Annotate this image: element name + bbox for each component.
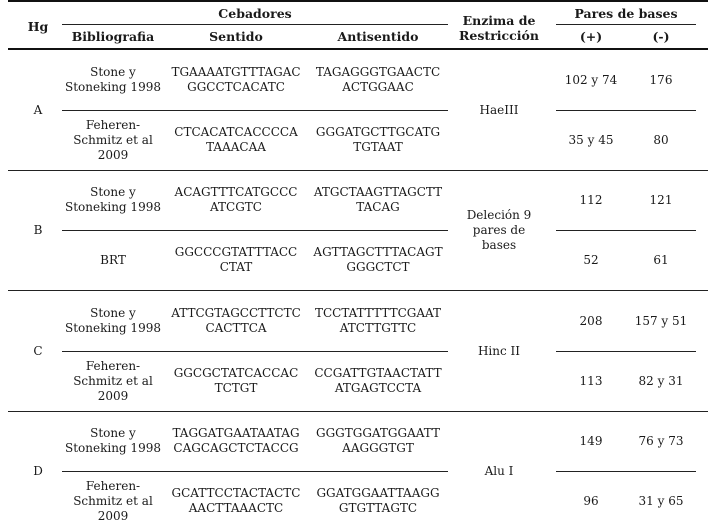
bibliography-cell-line-1: Feheren- [85,479,141,493]
sense-primer-cell-line-1: GGCCCGTATTTACC [174,245,298,259]
header-enzima [448,13,550,43]
antisense-primer-cell [308,125,448,155]
bibliography-cell-line-2: Stoneking 1998 [65,321,161,335]
sense-primer-cell [164,306,308,336]
bibliography-cell-line-1: Stone y [90,306,136,320]
antisense-primer-cell-line-2: ATCTTGTTC [339,321,417,335]
sense-primer-cell-line-2: CAGCAGCTCTACCG [173,441,299,455]
row-divider [62,351,448,352]
row-divider [62,110,448,111]
haplogroup-label: B [33,223,43,237]
bibliography-cell-line-1: Stone y [90,185,136,199]
bp-minus-cell: 157 y 51 [634,314,688,328]
bibliography-cell-line-1: Stone y [90,65,136,79]
antisense-primer-cell-line-1: TCCTATTTTTCGAAT [314,306,442,320]
antisense-primer-cell-line-2: GGGCTCT [346,260,410,274]
row-divider [62,471,448,472]
haplogroup-label: C [33,344,43,358]
bp-minus-cell: 82 y 31 [638,374,684,388]
bibliography-cell-line-3: 2009 [97,148,129,162]
bibliography-cell-line-2: Stoneking 1998 [65,80,161,94]
header-minus: (-) [652,29,670,44]
bibliography-cell [62,306,164,336]
bibliography-cell-line-2: Schmitz et al [73,133,153,147]
sense-primer-cell [164,125,308,155]
bp-minus-cell: 121 [649,193,673,207]
antisense-primer-cell-line-2: ATGAGTCCTA [334,381,422,395]
antisense-primer-cell-line-2: GTGTTAGTC [338,501,418,515]
antisense-primer-cell-line-1: GGGTGGATGGAATT [315,426,441,440]
header-enzima-line-2: Restricción [459,28,539,43]
row-divider [556,110,696,111]
enzyme-cell [448,344,550,359]
sense-primer-cell-line-2: TCTGT [214,381,258,395]
bp-minus-cell: 80 [653,133,669,147]
enzyme-cell-line-1: Deleción 9 [466,208,532,222]
bibliography-cell-line-1: Stone y [90,426,136,440]
header-enzima-line-1: Enzima de [462,13,536,28]
antisense-primer-cell-line-1: GGATGGAATTAAGG [316,486,440,500]
header-plus: (+) [579,29,603,44]
sense-primer-cell-line-1: ACAGTTTCATGCCC [174,185,298,199]
enzyme-cell [448,464,550,479]
antisense-primer-cell-line-1: GGGATGCTTGCATG [315,125,441,139]
row-divider [556,351,696,352]
enzyme-cell [448,103,550,118]
enzyme-cell-line-1: Alu I [484,464,514,478]
bp-plus-cell: 208 [579,314,603,328]
antisense-primer-cell-line-1: CCGATTGTAACTATT [314,366,442,380]
sense-primer-cell [164,366,308,396]
sense-primer-cell [164,65,308,95]
antisense-primer-cell [308,306,448,336]
antisense-primer-cell [308,245,448,275]
cebadores-rule [62,24,448,25]
antisense-primer-cell [308,185,448,215]
bibliography-cell-line-1: Feheren- [85,359,141,373]
antisense-primer-cell [308,426,448,456]
antisense-primer-cell-line-2: TACAG [356,200,400,214]
sense-primer-cell-line-2: CACTTCA [205,321,267,335]
top-rule [8,0,708,2]
bibliography-cell [62,65,164,95]
sense-primer-cell-line-1: TGAAAATGTTTAGAC [171,65,301,79]
row-divider [556,471,696,472]
header-cebadores: Cebadores [218,6,292,21]
bp-minus-cell: 31 y 65 [638,494,684,508]
bp-plus-cell: 52 [583,253,599,267]
header-antisentido: Antisentido [337,29,419,44]
bp-minus-cell: 76 y 73 [638,434,684,448]
bibliography-cell [62,253,164,268]
antisense-primer-cell-line-2: TGTAAT [353,140,403,154]
antisense-primer-cell [308,366,448,396]
antisense-primer-cell-line-2: ACTGGAAC [342,80,414,94]
sense-primer-cell-line-1: TAGGATGAATAATAG [172,426,300,440]
bibliography-cell-line-1: Feheren- [85,118,141,132]
group-divider [8,170,708,171]
sense-primer-cell-line-2: AACTTAAACTC [188,501,284,515]
header-bibliografia: Bibliografia [71,29,155,44]
bibliography-cell-line-2: Schmitz et al [73,374,153,388]
enzyme-cell-line-3: bases [481,238,517,252]
sense-primer-cell-line-1: GGCGCTATCACCAC [173,366,299,380]
sense-primer-cell-line-2: ATCGTC [210,200,262,214]
haplogroup-label: D [33,464,43,478]
sense-primer-cell [164,185,308,215]
pares-rule [556,24,696,25]
header-bottom-rule [8,48,708,50]
bibliography-cell-line-2: Stoneking 1998 [65,200,161,214]
bibliography-cell [62,185,164,215]
sense-primer-cell-line-2: CTAT [219,260,253,274]
bibliography-cell-line-2: Stoneking 1998 [65,441,161,455]
bp-plus-cell: 149 [579,434,603,448]
bp-minus-cell: 61 [653,253,669,267]
antisense-primer-cell-line-1: AGTTAGCTTTACAGT [313,245,443,259]
bibliography-cell [62,426,164,456]
row-divider [556,230,696,231]
enzyme-cell [448,208,550,253]
bp-plus-cell: 113 [579,374,603,388]
bibliography-cell-line-1: BRT [100,253,126,267]
enzyme-cell-line-2: pares de [472,223,526,237]
enzyme-cell-line-1: HaeIII [479,103,519,117]
header-pares: Pares de bases [574,6,678,21]
antisense-primer-cell [308,65,448,95]
sense-primer-cell-line-1: CTCACATCACCCCA [174,125,298,139]
bibliography-cell [62,359,164,404]
bibliography-cell [62,118,164,163]
row-divider [62,230,448,231]
antisense-primer-cell-line-1: ATGCTAAGTTAGCTT [313,185,443,199]
sense-primer-cell-line-1: ATTCGTAGCCTTCTC [171,306,301,320]
sense-primer-cell-line-1: GCATTCCTACTACTC [171,486,301,500]
bp-plus-cell: 96 [583,494,599,508]
header-sentido: Sentido [209,29,263,44]
bibliography-cell-line-2: Schmitz et al [73,494,153,508]
header-hg: Hg [27,19,49,34]
haplogroup-label: A [33,103,43,117]
antisense-primer-cell-line-2: AAGGGTGT [342,441,414,455]
antisense-primer-cell-line-1: TAGAGGGTGAACTC [315,65,441,79]
bp-minus-cell: 176 [649,73,673,87]
sense-primer-cell [164,426,308,456]
bibliography-cell-line-3: 2009 [97,389,129,403]
bp-plus-cell: 102 y 74 [564,73,618,87]
group-divider [8,290,708,291]
group-divider [8,411,708,412]
sense-primer-cell-line-2: GGCCTCACATC [187,80,285,94]
bp-plus-cell: 112 [579,193,603,207]
bp-plus-cell: 35 y 45 [568,133,614,147]
sense-primer-cell [164,486,308,516]
bibliography-cell [62,479,164,524]
bibliography-cell-line-3: 2009 [97,509,129,523]
sense-primer-cell-line-2: TAAACAA [206,140,266,154]
sense-primer-cell [164,245,308,275]
antisense-primer-cell [308,486,448,516]
enzyme-cell-line-1: Hinc II [477,344,521,358]
